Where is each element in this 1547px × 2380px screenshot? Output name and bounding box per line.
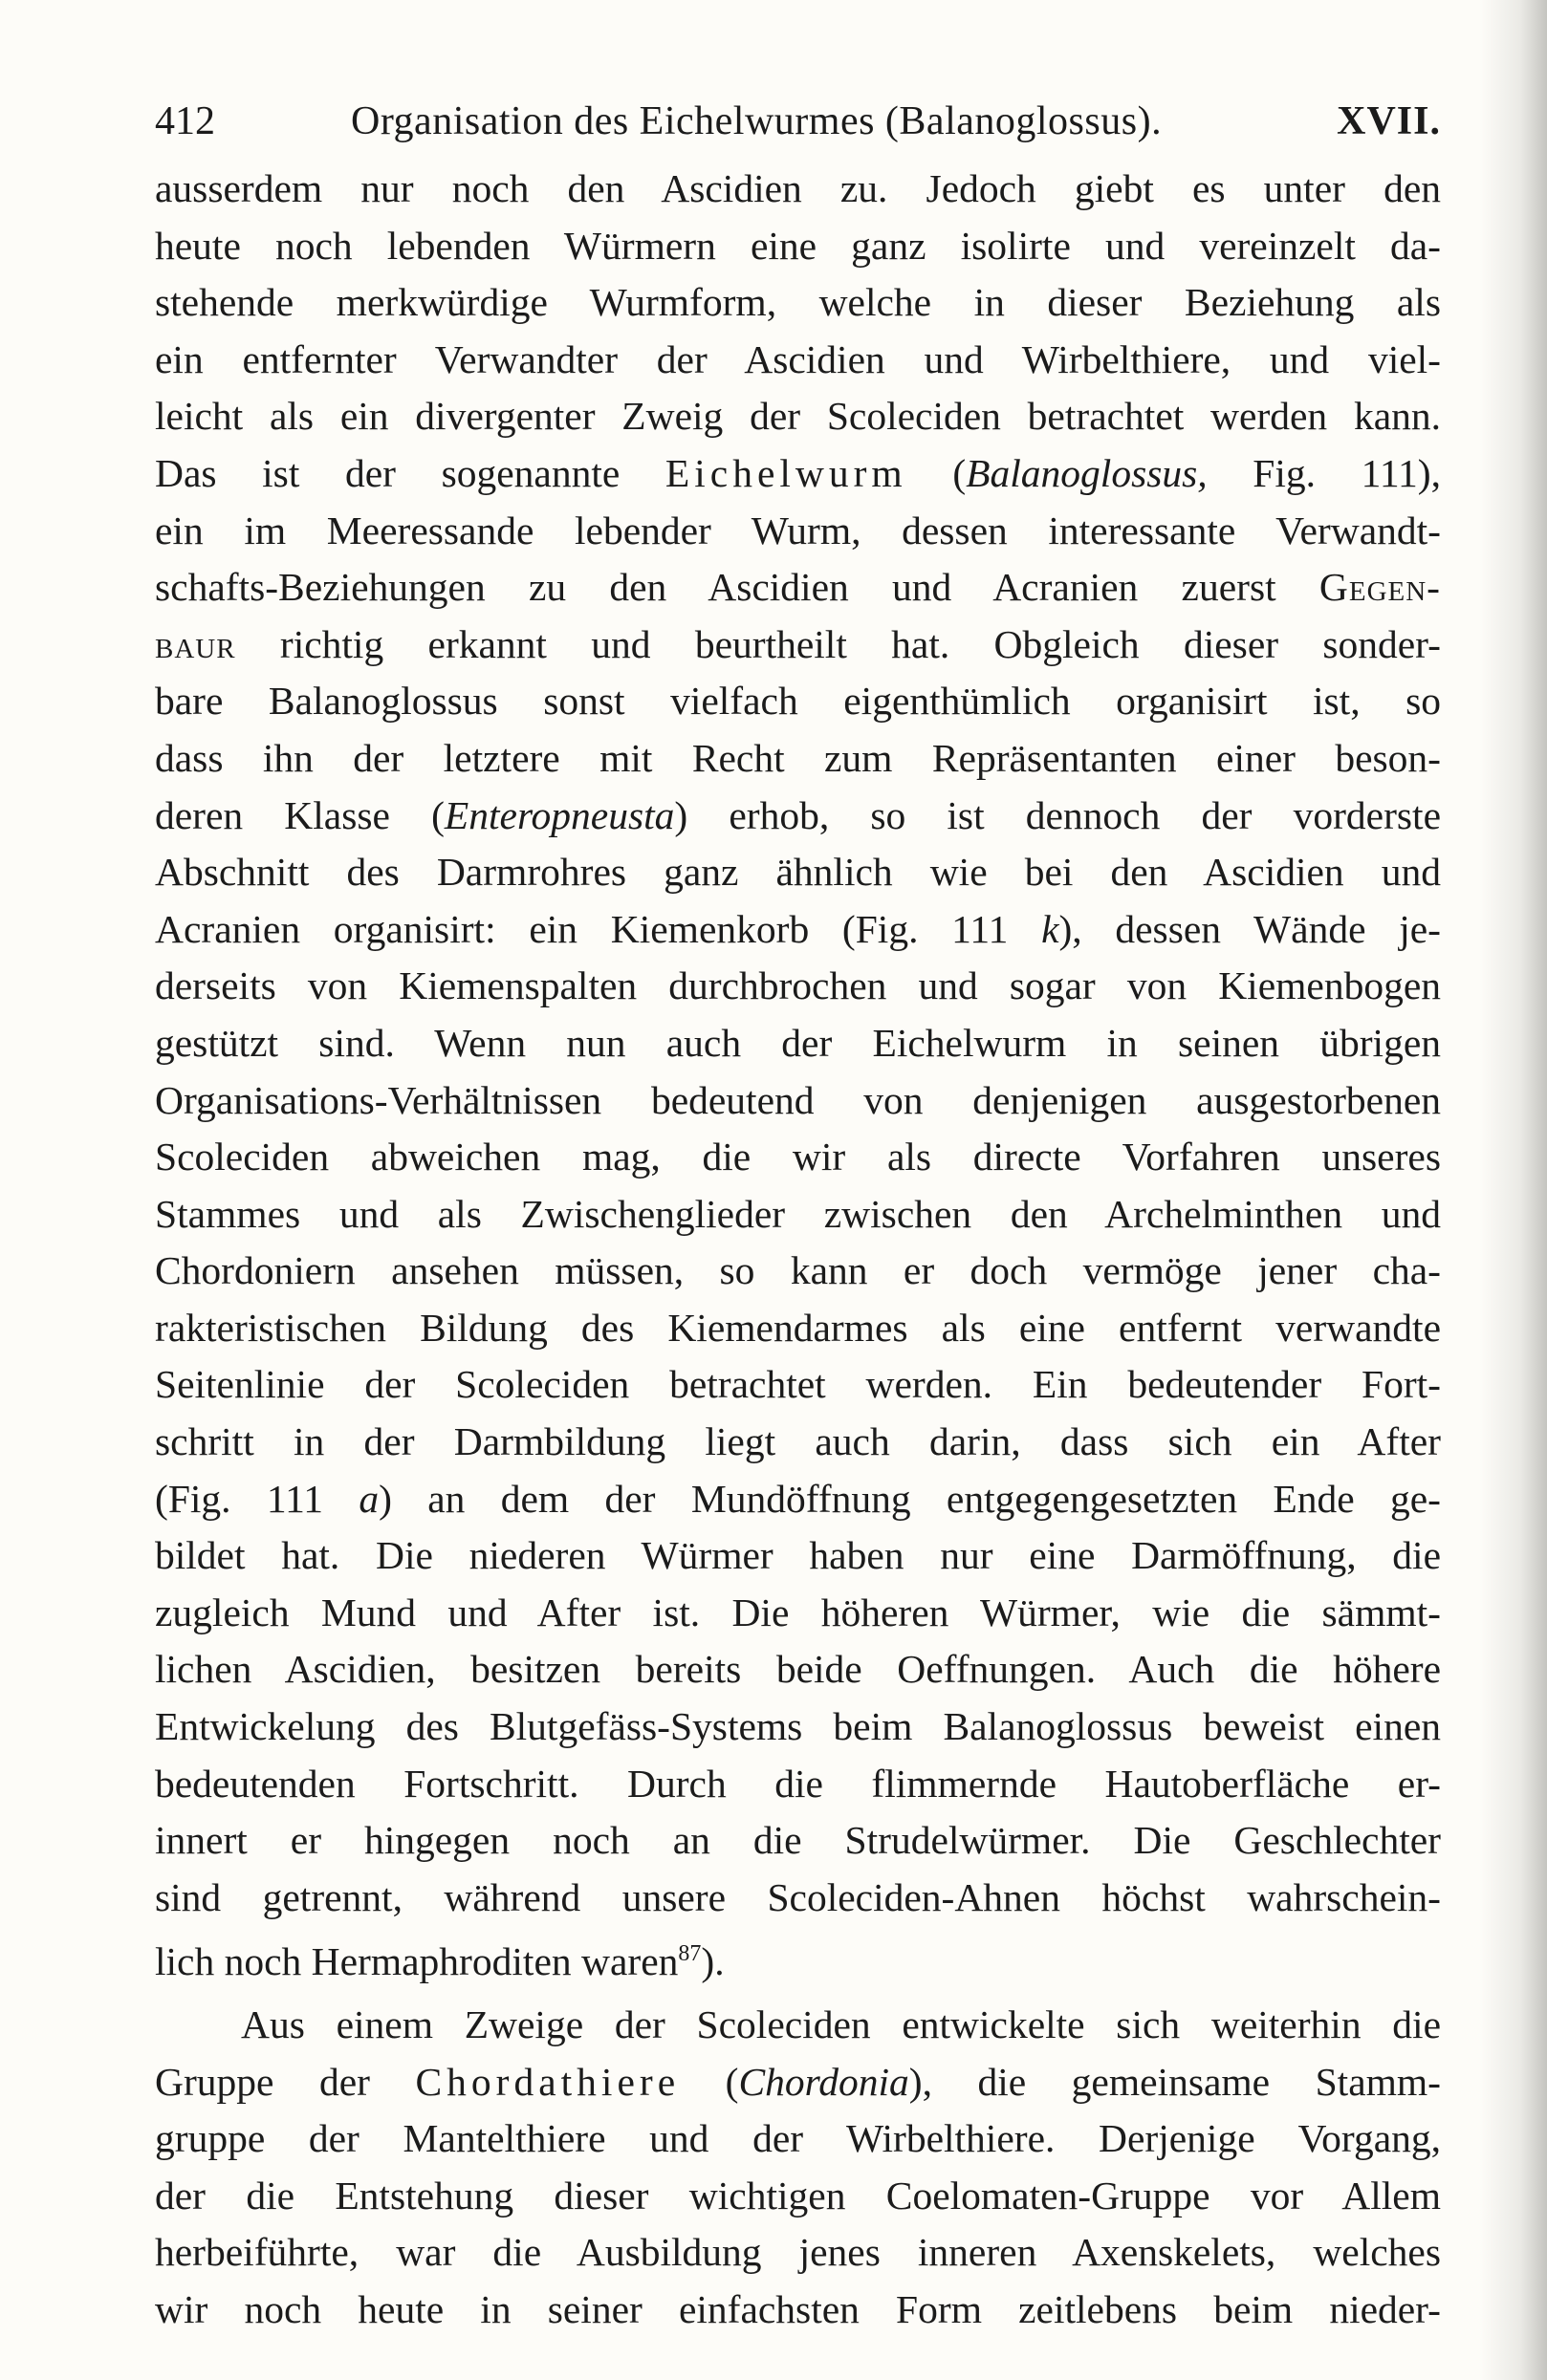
author-name: Gegen-	[1318, 565, 1441, 610]
text-line: (Fig. 111 a) an dem der Mundöffnung entgegengesetzten Ende ge-	[155, 1476, 1442, 1521]
text-line: Scoleciden abweichen mag, die wir als directe Vorfahren unseres	[155, 1135, 1441, 1179]
text-line: Acranien organisirt: ein Kiemenkorb (Fig. 111 k), dessen Wände je-	[155, 906, 1441, 951]
text-line: zugleich Mund und After ist. Die höheren Würmer, wie die sämmt-	[155, 1590, 1441, 1634]
text-line: derseits von Kiemenspalten durchbrochen und sogar von Kiemenbogen	[155, 963, 1441, 1008]
italic-term: k	[1041, 906, 1059, 951]
text-line: bare Balanoglossus sonst vielfach eigenthümlich organisirt ist, so	[155, 679, 1441, 724]
text-line: ausserdem nur noch den Ascidien zu. Jedoch giebt es unter den	[155, 166, 1441, 210]
text-line: Aus einem Zweige der Scoleciden entwickelte sich weiterhin die	[241, 2002, 1441, 2046]
text-line: sind getrennt, während unsere Scoleciden-Ahnen höchst wahrschein-	[155, 1874, 1441, 1919]
italic-term: a	[359, 1476, 380, 1521]
body-text	[155, 161, 1441, 2339]
text-line: Organisations-Verhältnissen bedeutend von denjenigen ausgestorbenen	[155, 1077, 1441, 1122]
chapter-number: XVII.	[1337, 99, 1441, 143]
page-edge-shadow	[1480, 0, 1547, 2380]
author-name: baur	[155, 621, 236, 666]
text-line: Seitenlinie der Scoleciden betrachtet werden. Ein bedeutender Fort-	[155, 1362, 1441, 1407]
text-line: deren Klasse (Enteropneusta) erhob, so ist dennoch der vorderste	[155, 792, 1441, 837]
text-line: herbeiführte, war die Ausbildung jenes inneren Axenskelets, welches	[155, 2230, 1441, 2275]
italic-term: Balanoglossus,	[966, 450, 1208, 495]
text-line: innert er hingegen noch an die Strudelwürmer. Die Geschlechter	[155, 1818, 1441, 1863]
text-line: Stammes und als Zwischenglieder zwischen den Archelminthen und	[155, 1191, 1441, 1236]
running-title: Organisation des Eichelwurmes (Balanoglossus).	[351, 99, 1163, 143]
text-line: Abschnitt des Darmrohres ganz ähnlich wie bei den Ascidien und	[155, 850, 1441, 895]
text-line: stehende merkwürdige Wurmform, welche in dieser Beziehung als	[155, 280, 1441, 325]
text-line: baur richtig erkannt und beurtheilt hat. Obgleich dieser sonder-	[155, 621, 1441, 666]
text-line: wir noch heute in seiner einfachsten Form zeitlebens beim nieder-	[155, 2286, 1441, 2331]
page-header	[155, 88, 1441, 155]
text-line: leicht als ein divergenter Zweig der Scoleciden betrachtet werden kann.	[155, 394, 1441, 439]
paragraph-2	[155, 1997, 1441, 2339]
italic-term: Chordonia	[738, 2059, 909, 2104]
text-line: Das ist der sogenannte Eichelwurm (Balanoglossus, Fig. 111),	[155, 450, 1441, 495]
text-line: bedeutenden Fortschritt. Durch die flimmernde Hautoberfläche er-	[155, 1761, 1441, 1806]
text-line: bildet hat. Die niederen Würmer haben nur eine Darmöffnung, die	[155, 1533, 1441, 1578]
italic-term: Enteropneusta	[444, 792, 675, 837]
text-line: Gruppe der Chordathiere (Chordonia), die gemeinsame Stamm-	[155, 2059, 1441, 2104]
text-line: rakteristischen Bildung des Kiemendarmes als eine entfernt verwandte	[155, 1305, 1441, 1350]
text-line: schritt in der Darmbildung liegt auch darin, dass sich ein After	[155, 1419, 1441, 1464]
page-number: 412	[155, 99, 215, 143]
text-line: Entwickelung des Blutgefäss-Systems beim Balanoglossus beweist einen	[155, 1704, 1441, 1749]
text-line: dass ihn der letztere mit Recht zum Repräsentanten einer beson-	[155, 735, 1441, 780]
text-line: ein entfernter Verwandter der Ascidien und Wirbelthiere, und viel-	[155, 336, 1441, 381]
spaced-term: Chordathiere	[415, 2059, 681, 2104]
text-line: lichen Ascidien, besitzen bereits beide Oeffnungen. Auch die höhere	[155, 1647, 1441, 1692]
paragraph-1	[155, 161, 1441, 1983]
text-line: lich noch Hermaphroditen waren$^{87}$).	[155, 1939, 725, 1984]
text-line: heute noch lebenden Würmern eine ganz isolirte und vereinzelt da-	[155, 223, 1441, 268]
text-line: ein im Meeressande lebender Wurm, dessen interessante Verwandt-	[155, 508, 1441, 552]
footnote-ref: 87	[678, 1941, 702, 1967]
text-line: schafts-Beziehungen zu den Ascidien und Acranien zuerst Gegen-	[155, 565, 1441, 610]
text-line: Chordoniern ansehen müssen, so kann er doch vermöge jener cha-	[155, 1248, 1441, 1293]
text-line: gestützt sind. Wenn nun auch der Eichelwurm in seinen übrigen	[155, 1020, 1441, 1065]
text-line: gruppe der Mantelthiere und der Wirbelthiere. Derjenige Vorgang,	[155, 2116, 1441, 2161]
spaced-term: Eichelwurm	[665, 450, 907, 495]
text-line: der die Entstehung dieser wichtigen Coelomaten-Gruppe vor Allem	[155, 2173, 1441, 2218]
